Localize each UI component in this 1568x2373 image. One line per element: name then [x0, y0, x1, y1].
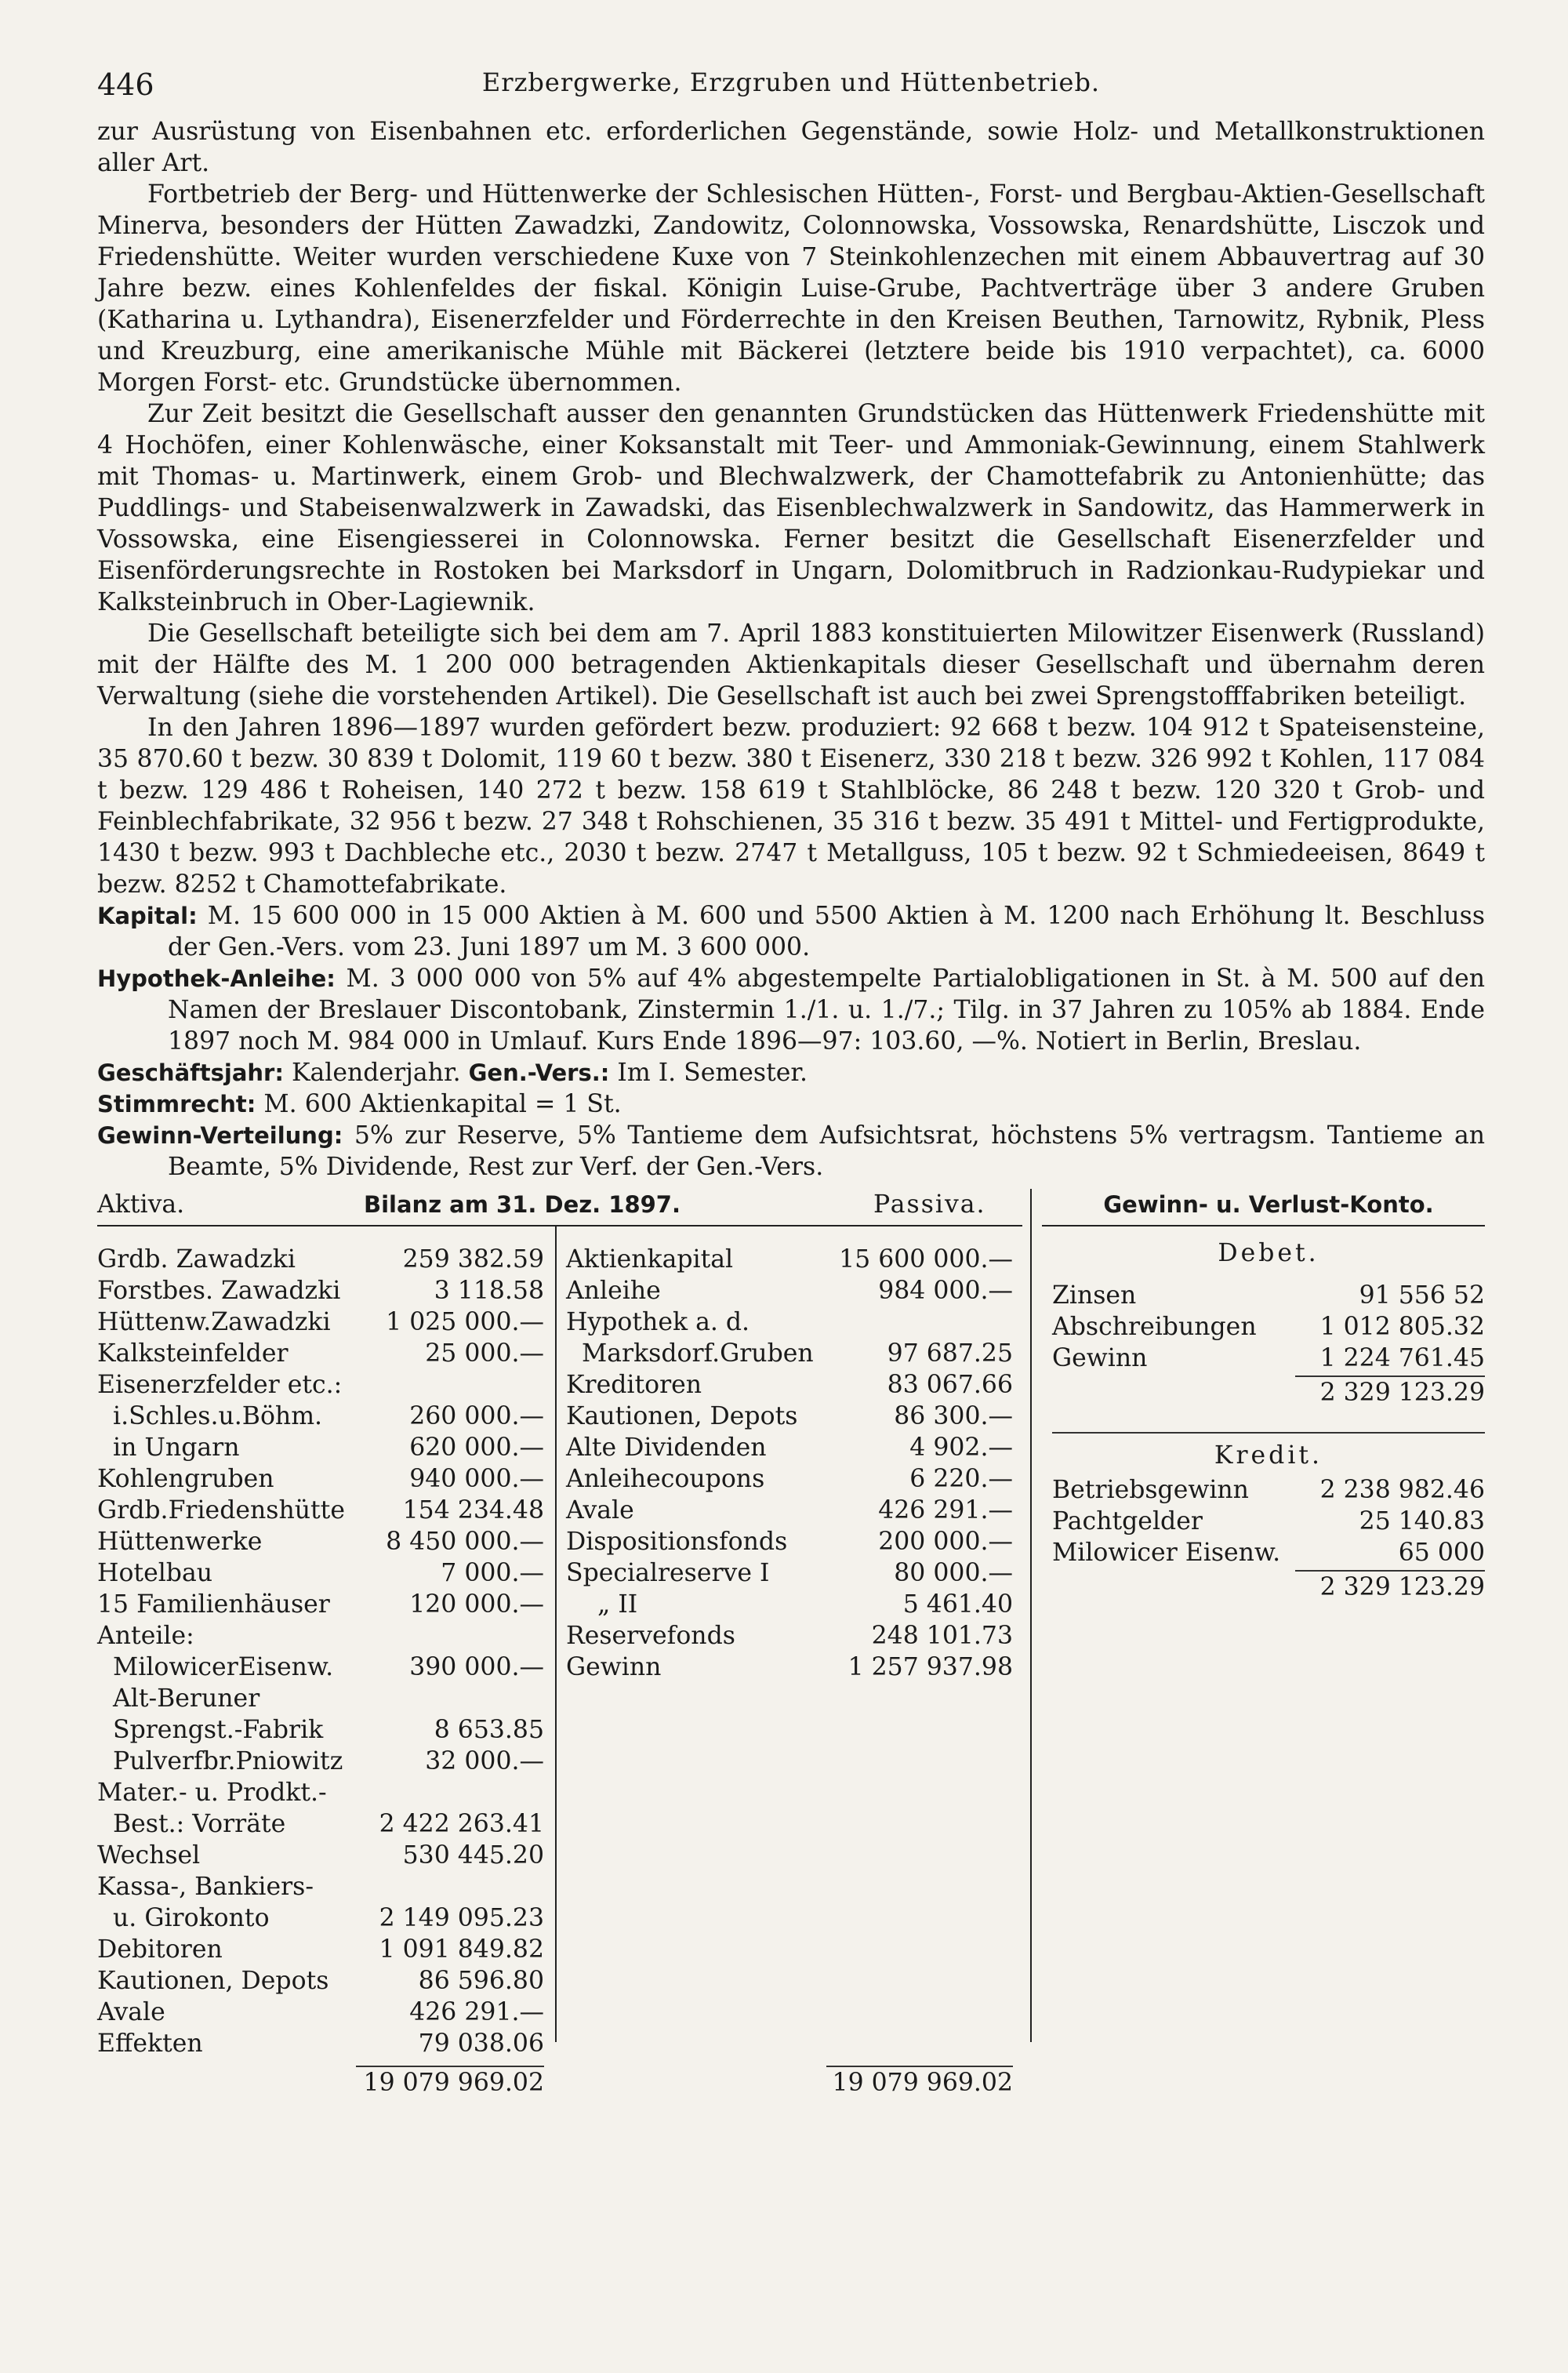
passiva-column [566, 1244, 1013, 1683]
row-label: MilowicerEisenw. [113, 1653, 334, 1681]
entry-label: Geschäftsjahr: [97, 1059, 284, 1086]
running-title: Erzbergwerke, Erzgruben und Hüttenbetrieb. [481, 67, 1101, 97]
table-row [97, 1369, 544, 1401]
table-row [97, 1526, 544, 1557]
row-label: Betriebsgewinn [1052, 1476, 1249, 1504]
table-row [97, 1432, 544, 1463]
entry-text: 5% zur Reserve, 5% Tantieme dem Aufsichtsrat, höchstens 5% vertragsm. Tantieme an Beamte, 5% Dividende, Rest zur Verf. der Gen.-Vers. [168, 1121, 1486, 1181]
row-label: Avale [97, 1998, 165, 2026]
table-row [97, 1808, 544, 1840]
kredit-total: 2 329 123.29 [1319, 1573, 1485, 1601]
entry-label: Gen.-Vers.: [468, 1059, 610, 1086]
table-row [566, 1589, 1013, 1620]
row-label: Zinsen [1052, 1281, 1137, 1310]
row-value: 8 450 000.— [386, 1528, 544, 1556]
table-row [566, 1526, 1013, 1557]
passiva-total: 19 079 969.02 [832, 2069, 1013, 2097]
entry-hypothek [97, 963, 1485, 1057]
row-label: „ II [597, 1590, 638, 1619]
row-value: 1 025 000.— [386, 1308, 544, 1336]
row-value: 8 653.85 [434, 1716, 544, 1744]
row-label: Kreditoren [566, 1371, 702, 1399]
row-label: Hotelbau [97, 1559, 213, 1587]
row-label: Alt-Beruner [113, 1684, 260, 1713]
row-label: Alte Dividenden [566, 1434, 767, 1462]
row-label: Reservefonds [566, 1622, 735, 1650]
row-label: Abschreibungen [1052, 1313, 1257, 1341]
table-row [1052, 1474, 1485, 1506]
table-row [566, 1620, 1013, 1652]
table-row [97, 1495, 544, 1526]
table-row [97, 1997, 544, 2028]
row-value: 940 000.— [409, 1465, 544, 1493]
debet-total-row [1052, 1374, 1485, 1408]
row-label: 15 Familienhäuser [97, 1590, 330, 1619]
entry-stimmrecht [97, 1088, 1485, 1120]
row-label: Dispositionsfonds [566, 1528, 788, 1556]
row-value: 25 140.83 [1359, 1507, 1485, 1535]
table-row [97, 1714, 544, 1746]
entry-text: Kalenderjahr. [291, 1059, 461, 1087]
row-label: Grdb.Friedenshütte [97, 1496, 345, 1524]
entry-kapital [97, 900, 1485, 963]
row-value: 984 000.— [878, 1277, 1013, 1305]
table-row [97, 1306, 544, 1338]
table-row [97, 1934, 544, 1965]
row-value: 1 224 761.45 [1319, 1344, 1485, 1372]
paragraph: Fortbetrieb der Berg- und Hüttenwerke der Schlesischen Hütten-, Forst- und Bergbau-Aktien-Gesellschaft Minerva, besonders der Hütten Zawadzki, Zandowitz, Colonnowska, Vossowska, Renardshütte, Lisczok und Friedenshütte. Weiter wurden verschiedene Kuxe von 7 Steinkohlenzechen mit einem Abbauvertrag auf 30 Jahre bezw. eines Kohlenfeldes der fiskal. Königin Luise-Grube, Pachtverträge über 3 andere Gruben (Katharina u. Lythandra), Eisenerzfelder und Förderrechte in den Kreisen Beuthen, Tarnowitz, Rybnik, Pless und Kreuzburg, eine amerikanische Mühle mit Bäckerei (letztere beide bis 1910 verpachtet), ca. 6000 Morgen Forst- etc. Grundstücke übernommen. [97, 180, 1485, 397]
passiva-label: Passiva. [873, 1190, 986, 1219]
row-label: u. Girokonto [113, 1904, 270, 1932]
row-value: 2 422 263.41 [379, 1810, 544, 1838]
column-divider [555, 1226, 557, 2042]
page [97, 61, 1486, 2097]
row-value: 79 038.06 [418, 2030, 544, 2058]
table-row [97, 1275, 544, 1306]
row-value: 1 091 849.82 [379, 1935, 544, 1964]
table-row [566, 1495, 1013, 1526]
debet-label: Debet. [1218, 1239, 1319, 1267]
table-row [97, 1463, 544, 1495]
row-label: Anleihe [566, 1277, 661, 1305]
table-row [97, 1683, 544, 1714]
row-label: Avale [566, 1496, 634, 1524]
table-row [566, 1338, 1013, 1369]
row-value: 91 556 52 [1359, 1281, 1485, 1310]
row-label: Kautionen, Depots [566, 1402, 798, 1430]
table-row [97, 1589, 544, 1620]
paragraph: Die Gesellschaft beteiligte sich bei dem am 7. April 1883 konstituierten Milowitzer Eisenwerk (Russland) mit der Hälfte des M. 1 200 000 betragenden Aktienkapitals dieser Gesellschaft und übernahm deren Verwaltung (siehe die vorstehenden Artikel). Die Gesellschaft ist auch bei zwei Sprengstofffabriken beteiligt. [97, 620, 1485, 710]
row-label: Best.: Vorräte [113, 1810, 286, 1838]
row-value: 83 067.66 [887, 1371, 1013, 1399]
row-label: Kalksteinfelder [97, 1339, 289, 1368]
row-value: 97 687.25 [887, 1339, 1013, 1368]
row-label: Mater.- u. Prodkt.- [97, 1779, 327, 1807]
row-label: Kautionen, Depots [97, 1967, 329, 1995]
row-value: 86 300.— [894, 1402, 1013, 1430]
row-value: 200 000.— [878, 1528, 1013, 1556]
row-value: 2 238 982.46 [1319, 1476, 1485, 1504]
table-row [566, 1401, 1013, 1432]
row-label: Forstbes. Zawadzki [97, 1277, 341, 1305]
table-row [97, 1746, 544, 1777]
row-label: Eisenerzfelder etc.: [97, 1371, 343, 1399]
row-value: 260 000.— [409, 1402, 544, 1430]
aktiva-total: 19 079 969.02 [363, 2069, 544, 2097]
table-row [97, 2028, 544, 2059]
row-label: Hüttenw.Zawadzki [97, 1308, 331, 1336]
entry-label: Gewinn-Verteilung: [97, 1122, 343, 1149]
row-label: Sprengst.-Fabrik [113, 1716, 324, 1744]
aktiva-column [97, 1244, 544, 2059]
row-value: 7 000.— [441, 1559, 544, 1587]
row-value: 4 902.— [909, 1434, 1013, 1462]
entry-text: M. 3 000 000 von 5% auf 4% abgestempelte Partialobligationen in St. à M. 500 auf den Namen der Breslauer Discontobank, Zinstermin 1./1. u. 1./7.; Tilg. in 37 Jahren zu 105% ab 1884. Ende 1897 noch M. 984 000 in Umlauf. Kurs Ende 1896—97: 103.60, —%. Notiert in Berlin, Breslau. [168, 965, 1485, 1056]
row-value: 620 000.— [409, 1434, 544, 1462]
row-label: Kassa-, Bankiers- [97, 1873, 314, 1901]
entry-text: Im I. Semester. [617, 1059, 808, 1087]
table-row [97, 1557, 544, 1589]
row-label: Gewinn [1052, 1344, 1148, 1372]
page-header [97, 61, 1485, 116]
table-row [566, 1275, 1013, 1306]
table-row [97, 1965, 544, 1997]
row-label: Aktienkapital [566, 1245, 734, 1274]
row-value: 154 234.48 [402, 1496, 544, 1524]
row-label: Wechsel [97, 1841, 201, 1870]
balance-title: Bilanz am 31. Dez. 1897. [364, 1191, 681, 1218]
table-row [97, 1244, 544, 1275]
table-row [97, 1652, 544, 1683]
row-label: Pulverfbr.Pniowitz [113, 1747, 343, 1775]
table-row [97, 1840, 544, 1871]
entry-label: Stimmrecht: [97, 1091, 256, 1117]
row-label: Pachtgelder [1052, 1507, 1203, 1535]
row-value: 15 600 000.— [839, 1245, 1013, 1274]
table-row [1052, 1311, 1485, 1343]
kredit-rows [1052, 1474, 1485, 1568]
gv-title: Gewinn- u. Verlust-Konto. [1103, 1191, 1434, 1218]
row-value: 1 012 805.32 [1319, 1313, 1485, 1341]
row-label: Hüttenwerke [97, 1528, 263, 1556]
table-row [566, 1557, 1013, 1589]
row-label: i.Schles.u.Böhm. [113, 1402, 323, 1430]
row-label: in Ungarn [113, 1434, 240, 1462]
row-value: 6 220.— [909, 1465, 1013, 1493]
row-label: Specialreserve I [566, 1559, 770, 1587]
row-value: 32 000.— [425, 1747, 544, 1775]
entry-text: M. 15 600 000 in 15 000 Aktien à M. 600 und 5500 Aktien à M. 1200 nach Erhöhung lt. Beschluss der Gen.-Vers. vom 23. Juni 1897 um M. 3 600 000. [168, 902, 1486, 961]
entry-label: Kapital: [97, 903, 198, 929]
row-value: 530 445.20 [402, 1841, 544, 1870]
row-label: Milowicer Eisenw. [1052, 1539, 1281, 1567]
kredit-label: Kredit. [1214, 1441, 1323, 1470]
section-rule [1052, 1432, 1485, 1434]
row-value: 120 000.— [409, 1590, 544, 1619]
column-divider [1030, 1189, 1032, 2042]
table-row [97, 1902, 544, 1934]
entry-geschaeftsjahr [97, 1057, 1485, 1088]
row-label: Effekten [97, 2030, 203, 2058]
row-label: Anleihecoupons [566, 1465, 765, 1493]
paragraph: In den Jahren 1896—1897 wurden gefördert bezw. produziert: 92 668 t bezw. 104 912 t Spateisensteine, 35 870.60 t bezw. 30 839 t Dolomit, 119 60 t bezw. 380 t Eisenerz, 330 218 t bezw. 326 992 t Kohlen, 117 084 t bezw. 129 486 t Roheisen, 140 272 t bezw. 158 619 t Stahlblöcke, 86 248 t bezw. 120 320 t Grob- und Feinblechfabrikate, 32 956 t bezw. 27 348 t Rohschienen, 35 316 t bezw. 35 491 t Mittel- und Fertigprodukte, 1430 t bezw. 993 t Dachbleche etc., 2030 t bezw. 2747 t Metallguss, 105 t bezw. 92 t Schmiedeeisen, 8649 t bezw. 8252 t Chamottefabrikate. [97, 714, 1485, 899]
paragraph: Zur Zeit besitzt die Gesellschaft ausser den genannten Grundstücken das Hüttenwerk Friedenshütte mit 4 Hochöfen, einer Kohlenwäsche, einer Koksanstalt mit Teer- und Ammoniak-Gewinnung, einem Stahlwerk mit Thomas- u. Martinwerk, einem Grob- und Blechwalzwerk, der Chamottefabrik zu Antonienhütte; das Puddlings- und Stabeisenwalzwerk in Zawadski, das Eisenblechwalzwerk in Sandowitz, das Hammerwerk in Vossowska, eine Eisengiesserei in Colonnowska. Ferner besitzt die Gesellschaft Eisenerzfelder und Eisenförderungsrechte in Rostoken bei Marksdorf in Ungarn, Dolomitbruch in Radzionkau-Rudypiekar und Kalksteinbruch in Ober-Lagiewnik. [97, 400, 1485, 616]
table-row [97, 1338, 544, 1369]
row-value: 80 000.— [894, 1559, 1013, 1587]
financial-tables [97, 1189, 1485, 2097]
row-label: Grdb. Zawadzki [97, 1245, 296, 1274]
row-value: 248 101.73 [871, 1622, 1013, 1650]
table-row [1052, 1343, 1485, 1374]
table-row [566, 1463, 1013, 1495]
table-row [1052, 1537, 1485, 1568]
row-value: 65 000 [1398, 1539, 1485, 1567]
row-value: 390 000.— [409, 1653, 544, 1681]
row-label: Gewinn [566, 1653, 662, 1681]
row-value: 426 291.— [878, 1496, 1013, 1524]
table-row [566, 1432, 1013, 1463]
table-row [97, 1401, 544, 1432]
entry-gewinn-verteilung [97, 1120, 1485, 1183]
row-value: 259 382.59 [402, 1245, 544, 1274]
row-value: 1 257 937.98 [848, 1653, 1013, 1681]
aktiva-label: Aktiva. [97, 1190, 185, 1219]
table-row [566, 1369, 1013, 1401]
row-value: 426 291.— [409, 1998, 544, 2026]
row-label: Hypothek a. d. [566, 1308, 750, 1336]
table-row [1052, 1506, 1485, 1537]
row-value: 2 149 095.23 [379, 1904, 544, 1932]
kredit-total-row [1052, 1568, 1485, 1603]
paragraph: zur Ausrüstung von Eisenbahnen etc. erforderlichen Gegenstände, sowie Holz- und Metallkonstruktionen aller Art. [97, 118, 1485, 177]
row-value: 25 000.— [425, 1339, 544, 1368]
row-label: Debitoren [97, 1935, 223, 1964]
table-row [97, 1620, 544, 1652]
table-rule [97, 1225, 1022, 1226]
row-value: 86 596.80 [418, 1967, 544, 1995]
table-row [1052, 1280, 1485, 1311]
table-row [566, 1244, 1013, 1275]
table-row [97, 1871, 544, 1902]
row-label: Anteile: [97, 1622, 194, 1650]
entry-text: M. 600 Aktienkapital = 1 St. [263, 1090, 622, 1118]
row-label: Kohlengruben [97, 1465, 274, 1493]
row-value: 3 118.58 [434, 1277, 544, 1305]
gv-column [1052, 1237, 1485, 1603]
table-rule [1042, 1225, 1485, 1226]
debet-total: 2 329 123.29 [1319, 1379, 1485, 1407]
table-row [566, 1306, 1013, 1338]
entry-label: Hypothek-Anleihe: [97, 965, 336, 992]
table-row [97, 1777, 544, 1808]
debet-rows [1052, 1280, 1485, 1374]
table-row [566, 1652, 1013, 1683]
row-label: Marksdorf.Gruben [582, 1339, 814, 1368]
body-text [97, 116, 1485, 1183]
row-value: 5 461.40 [902, 1590, 1013, 1619]
page-number: 446 [97, 67, 154, 102]
